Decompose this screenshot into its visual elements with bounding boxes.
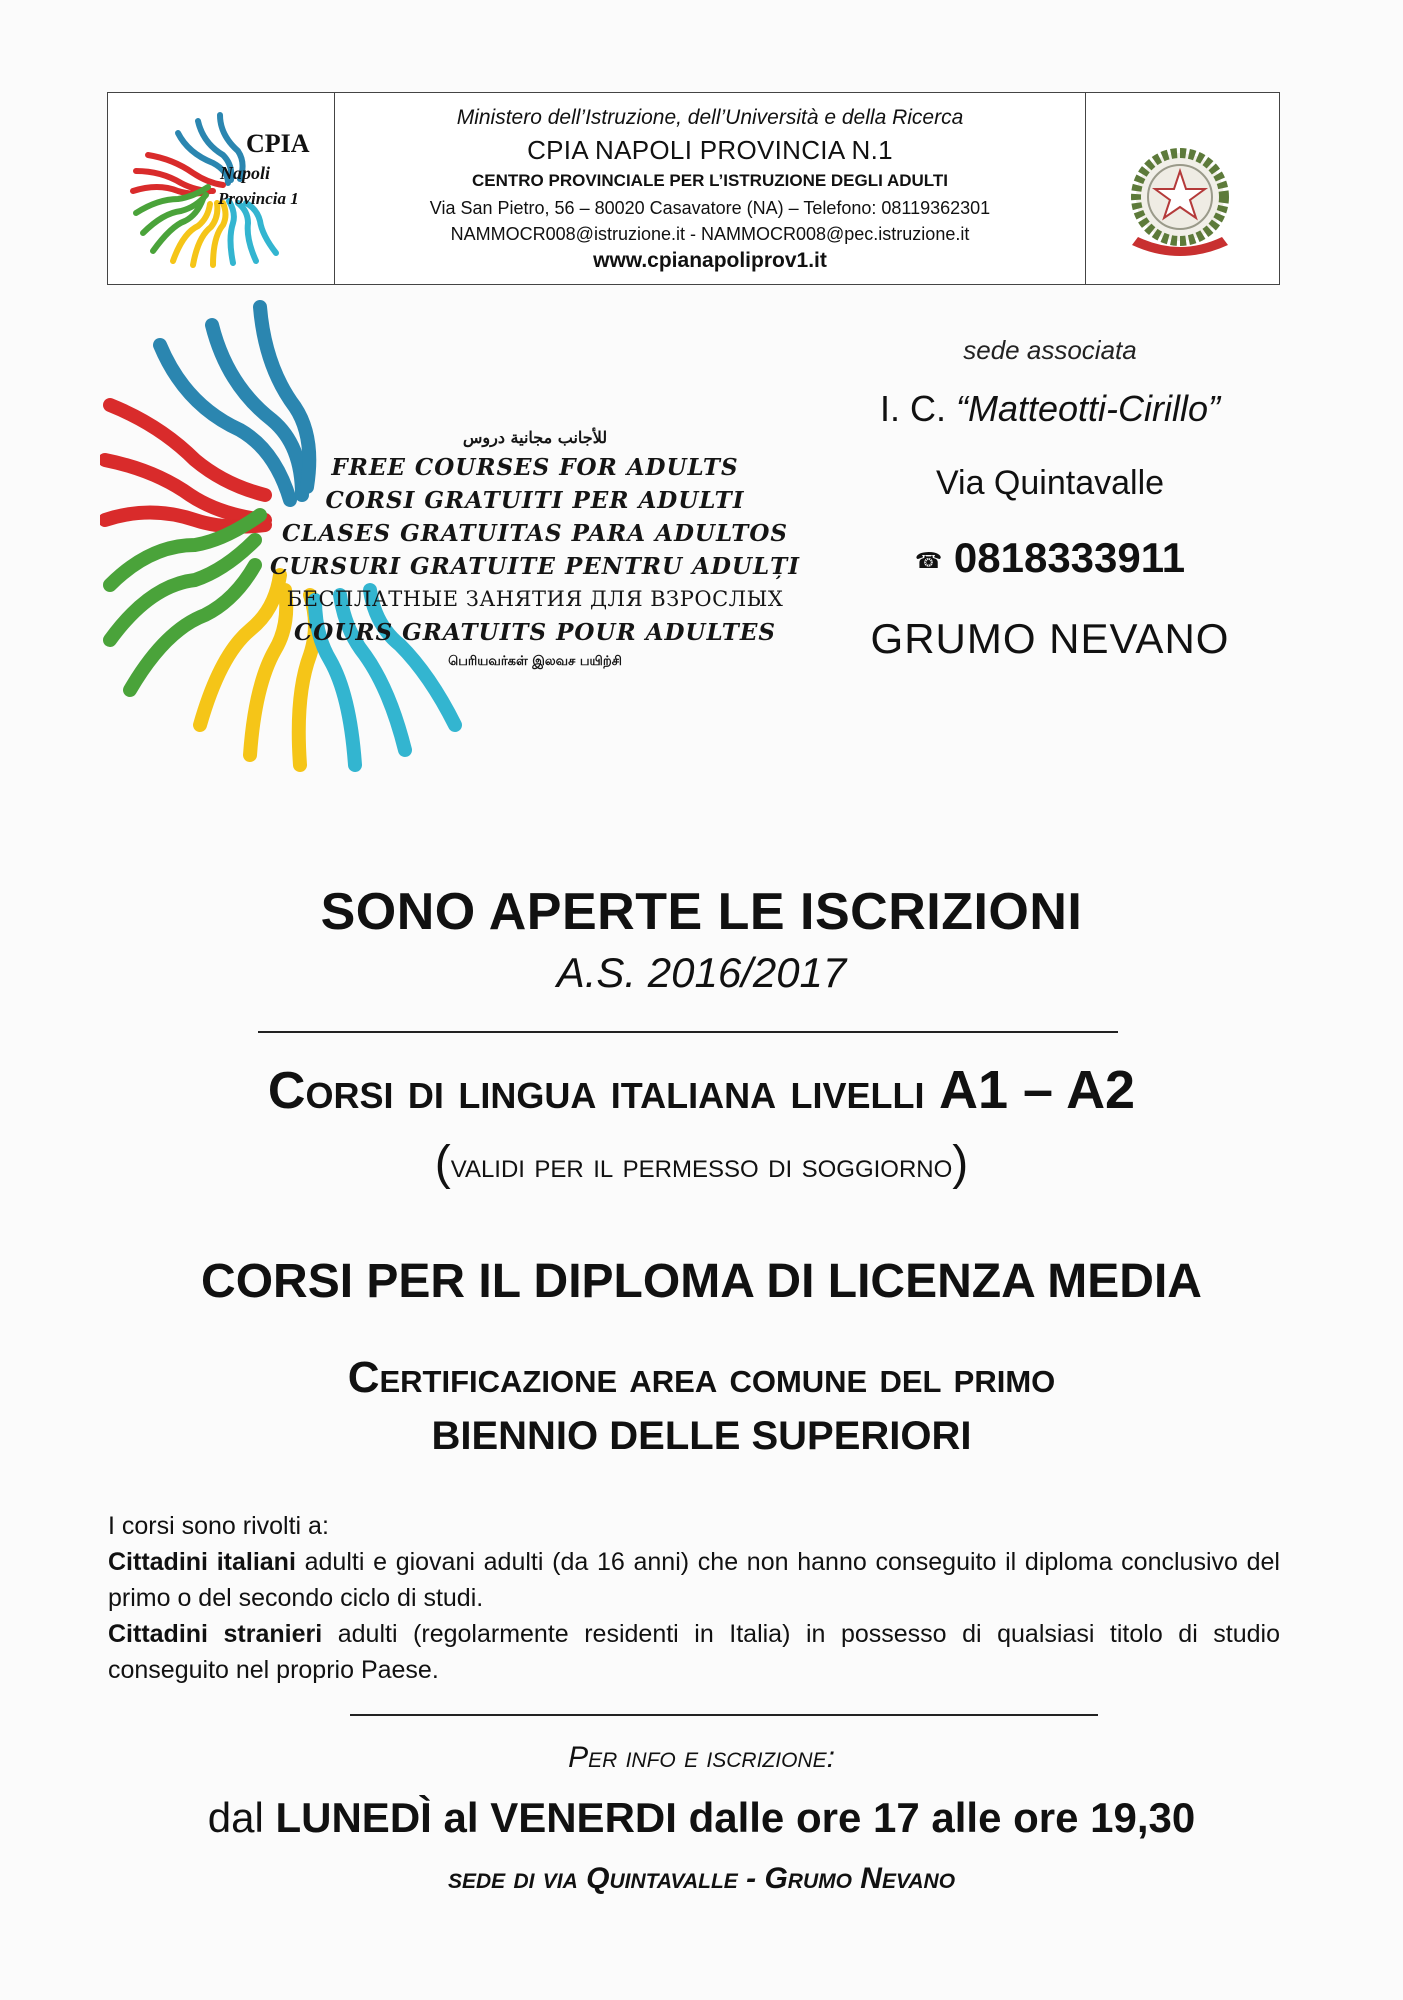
divider-bottom	[350, 1714, 1098, 1716]
italian-course-levels: A1 – A2	[939, 1060, 1136, 1120]
ministry-name: Ministero dell’Istruzione, dell’Università e della Ricerca	[456, 105, 964, 129]
emblem-cell	[1085, 93, 1279, 284]
italian-republic-emblem-icon	[1086, 93, 1276, 283]
enrollment-location: sede di via Quintavalle - Grumo Nevano	[447, 1862, 956, 1895]
audience-intro: I corsi sono rivolti a:	[108, 1512, 329, 1540]
italian-course-note: (validi per il permesso di soggiorno)	[434, 1137, 969, 1190]
letterhead-text	[335, 93, 1085, 284]
institute-emails: NAMMOCR008@istruzione.it - NAMMOCR008@pec.istruzione.it	[450, 223, 970, 244]
certification-heading-line1: Certificazione area comune del primo	[347, 1353, 1056, 1402]
divider-top	[258, 1031, 1118, 1033]
enrollment-headline: SONO APERTE LE ISCRIZIONI	[320, 883, 1083, 941]
slogan-italian: CORSI GRATUITI PER ADULTI	[325, 487, 745, 514]
sede-school-name	[820, 372, 1280, 446]
hours-start-day: LUNEDÌ	[275, 1794, 432, 1841]
telephone-icon: ☎	[914, 547, 943, 573]
institute-website: www.cpianapoliprov1.it	[593, 248, 827, 272]
info-label: Per info e iscrizione:	[568, 1741, 835, 1774]
sede-phone	[820, 520, 1280, 599]
sede-label: sede associata	[963, 335, 1137, 365]
opening-hours: dal LUNEDÌ al VENERDI dalle ore 17 alle ore 19,30	[207, 1794, 1196, 1841]
institute-full-name: CENTRO PROVINCIALE PER L’ISTRUZIONE DEGLI ADULTI	[471, 170, 949, 190]
institute-address: Via San Pietro, 56 – 80020 Casavatore (NA) – Telefono: 08119362301	[429, 197, 991, 218]
logo-line2: Provincia 1	[218, 189, 299, 208]
slogan-arabic: للأجانب مجانية دروس	[462, 428, 608, 447]
letterhead	[107, 92, 1280, 285]
sede-city: GRUMO NEVANO	[870, 614, 1230, 662]
slogan-french: COURS GRATUITS POUR ADULTES	[293, 619, 777, 646]
target-audience	[108, 1508, 1280, 1688]
school-year: A.S. 2016/2017	[556, 949, 847, 996]
licenza-media-heading: CORSI PER IL DIPLOMA DI LICENZA MEDIA	[201, 1255, 1202, 1308]
slogan-tamil: பெரியவர்கள் இலவச பயிற்சி	[448, 654, 622, 669]
multilingual-slogan	[250, 425, 820, 675]
audience-italians: Cittadini italiani adulti e giovani adulti (da 16 anni) che non hanno conseguito il diploma conclusivo del primo o del secondo ciclo di studi.	[108, 1548, 1280, 1612]
logo-line1: Napoli	[220, 163, 271, 183]
certification-heading-line2: BIENNIO DELLE SUPERIORI	[431, 1414, 972, 1458]
logo-title: CPIA	[246, 129, 310, 158]
cpia-sunburst-icon	[108, 93, 334, 283]
cpia-logo	[108, 93, 335, 284]
permit-note: validi per il permesso di soggiorno	[450, 1147, 953, 1185]
slogan-english: FREE COURSES FOR ADULTS	[331, 454, 739, 481]
audience-foreigners: Cittadini stranieri adulti (regolarmente residenti in Italia) in possesso di qualsiasi titolo di studio conseguito nel proprio Paese.	[108, 1620, 1281, 1684]
sede-name-prefix: I. C.	[879, 388, 946, 429]
sede-street: Via Quintavalle	[935, 464, 1165, 502]
slogan-russian: БЕСПЛАТНЫЕ ЗАНЯТИЯ ДЛЯ ВЗРОСЛЫХ	[286, 587, 784, 611]
slogan-romanian: CURSURI GRATUITE PENTRU ADULȚI	[270, 553, 800, 580]
hours-end-day-time: VENERDI dalle ore 17 alle ore 19,30	[490, 1794, 1196, 1841]
associated-site	[820, 330, 1280, 679]
italian-course-heading	[0, 1058, 1403, 1123]
sede-name: “Matteotti-Cirillo”	[956, 388, 1221, 429]
italian-course-label: Corsi di lingua italiana livelli	[267, 1062, 925, 1120]
sede-phone-number: 0818333911	[953, 534, 1186, 581]
institute-name: CPIA NAPOLI PROVINCIA N.1	[527, 134, 893, 165]
slogan-spanish: CLASES GRATUITAS PARA ADULTOS	[281, 520, 788, 547]
